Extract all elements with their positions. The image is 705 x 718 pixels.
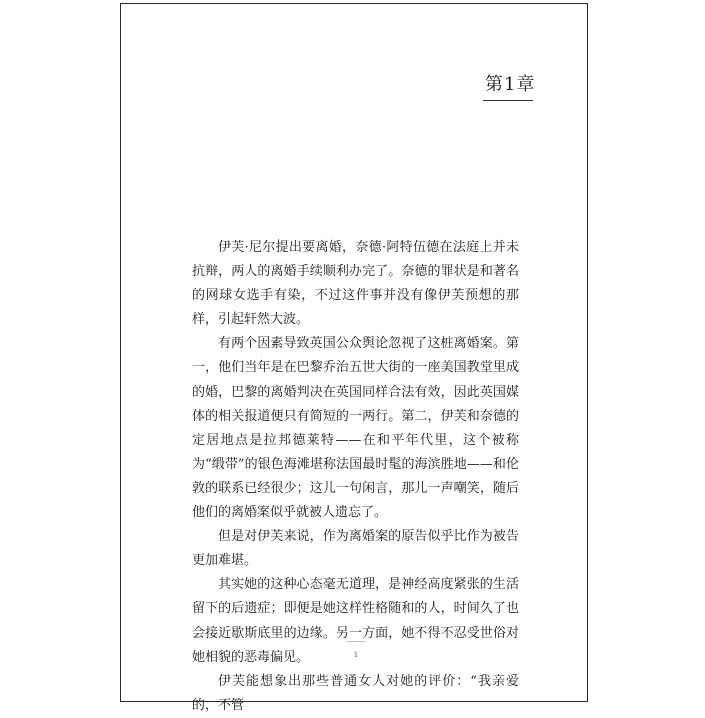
page-number: 1 xyxy=(353,651,359,659)
paragraph-1: 伊芙·尼尔提出要离婚，奈德·阿特伍德在法庭上并未抗辩，两人的离婚手续顺利办完了。奈德的罪状是和著名的网球女选手有染，不过这件事并没有像伊芙预想的那样，引起轩然大波。 xyxy=(192,240,519,328)
paragraph-4: 其实她的这种心态毫无道理，是神经高度紧张的生活留下的后遗症；即便是她这样性格随和的人，时间久了也会接近歇斯底里的边缘。另一方面，她不得不忍受世俗对她相貌的恶毒偏见。 xyxy=(192,577,519,665)
paragraph-5: 伊芙能想象出那些普通女人对她的评价：“我亲爱的，不管 xyxy=(192,673,519,713)
paragraph-3: 但是对伊芙来说，作为离婚案的原告似乎比作为被告更加难堪。 xyxy=(192,529,519,569)
paragraph-2: 有两个因素导致英国公众舆论忽视了这桩离婚案。第一，他们当年是在巴黎乔治五世大街的一座美国教堂里成的婚，巴黎的离婚判决在英国同样合法有效，因此英国媒体的相关报道便只有简短的一两行。第二，伊芙和奈德的定居地点是拉邦德莱特——在和平年代里，这个被称为“缎带”的银色海滩堪称法国最时髦的海滨胜地——和伦敦的联系已经很少；这儿一句闲言，那儿一声嘲笑，随后他们的离婚案似乎就被人遗忘了。 xyxy=(192,336,519,521)
body-text xyxy=(192,236,519,718)
chapter-title: 第1章 xyxy=(485,74,536,95)
chapter-title-underline xyxy=(483,100,533,101)
book-page xyxy=(120,3,588,713)
footer-divider xyxy=(347,641,365,642)
